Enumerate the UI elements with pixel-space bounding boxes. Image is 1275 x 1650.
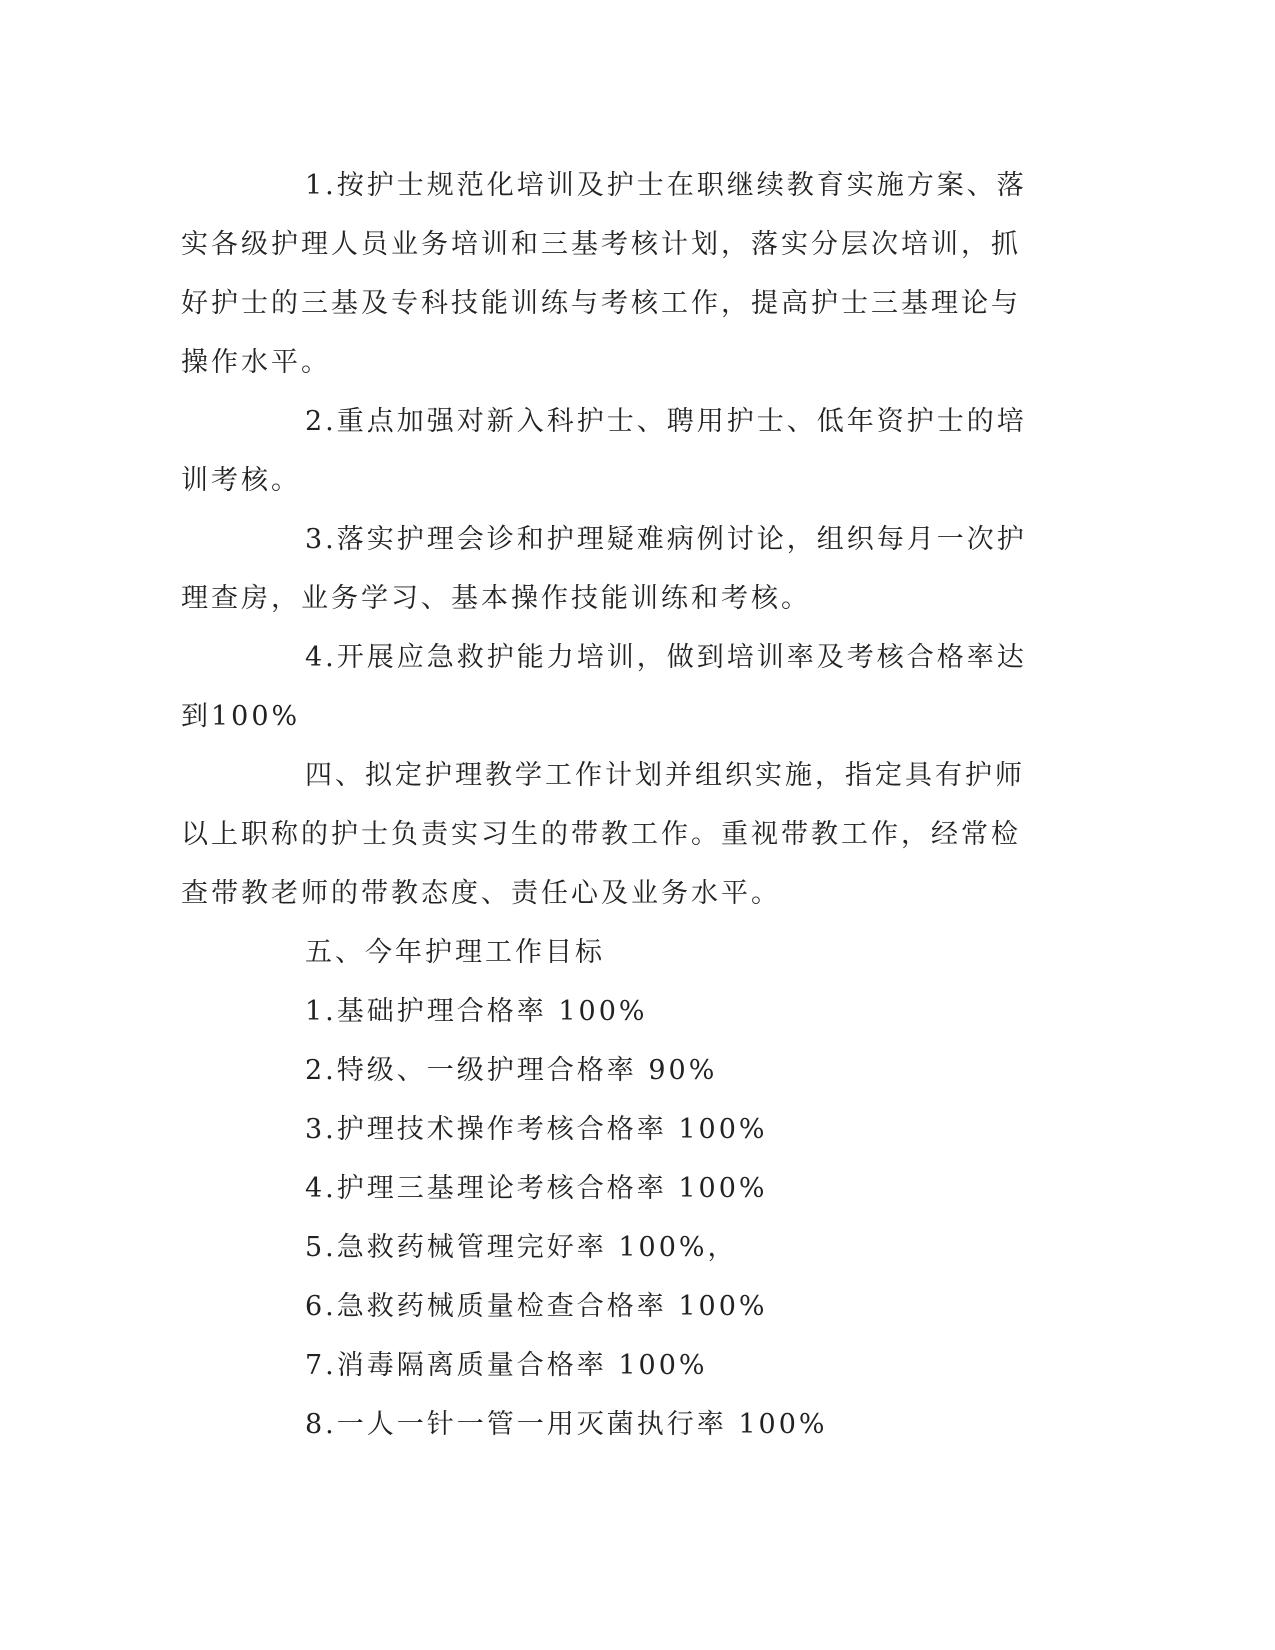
section-five-heading: 五、今年护理工作目标	[305, 937, 605, 968]
paragraph-new-nurse-training: 2.重点加强对新入科护士、聘用护士、低年资护士的培训考核。	[181, 406, 1027, 496]
paragraph-consultation-rounds: 3.落实护理会诊和护理疑难病例讨论，组织每月一次护理查房，业务学习、基本操作技能训练和考核。	[181, 524, 1027, 614]
goal-item: 6.急救药械质量检查合格率 100%	[305, 1291, 768, 1322]
goal-item: 2.特级、一级护理合格率 90%	[305, 1055, 718, 1086]
goal-item: 1.基础护理合格率 100%	[305, 996, 648, 1027]
goal-item: 4.护理三基理论考核合格率 100%	[305, 1173, 768, 1204]
paragraph-training-plan: 1.按护士规范化培训及护士在职继续教育实施方案、落实各级护理人员业务培训和三基考核计划，落实分层次培训，抓好护士的三基及专科技能训练与考核工作，提高护士三基理论与操作水平。	[181, 170, 1027, 378]
goal-item: 5.急救药械管理完好率 100%，	[305, 1232, 738, 1263]
goal-item: 3.护理技术操作考核合格率 100%	[305, 1114, 768, 1145]
paragraph-emergency-training: 4.开展应急救护能力培训，做到培训率及考核合格率达到100%	[181, 642, 1027, 732]
goal-item: 7.消毒隔离质量合格率 100%	[305, 1350, 708, 1381]
document-body	[181, 156, 1041, 1454]
goal-item: 8.一人一针一管一用灭菌执行率 100%	[305, 1409, 828, 1440]
paragraph-teaching-plan: 四、拟定护理教学工作计划并组织实施，指定具有护师以上职称的护士负责实习生的带教工作。重视带教工作，经常检查带教老师的带教态度、责任心及业务水平。	[181, 760, 1025, 909]
